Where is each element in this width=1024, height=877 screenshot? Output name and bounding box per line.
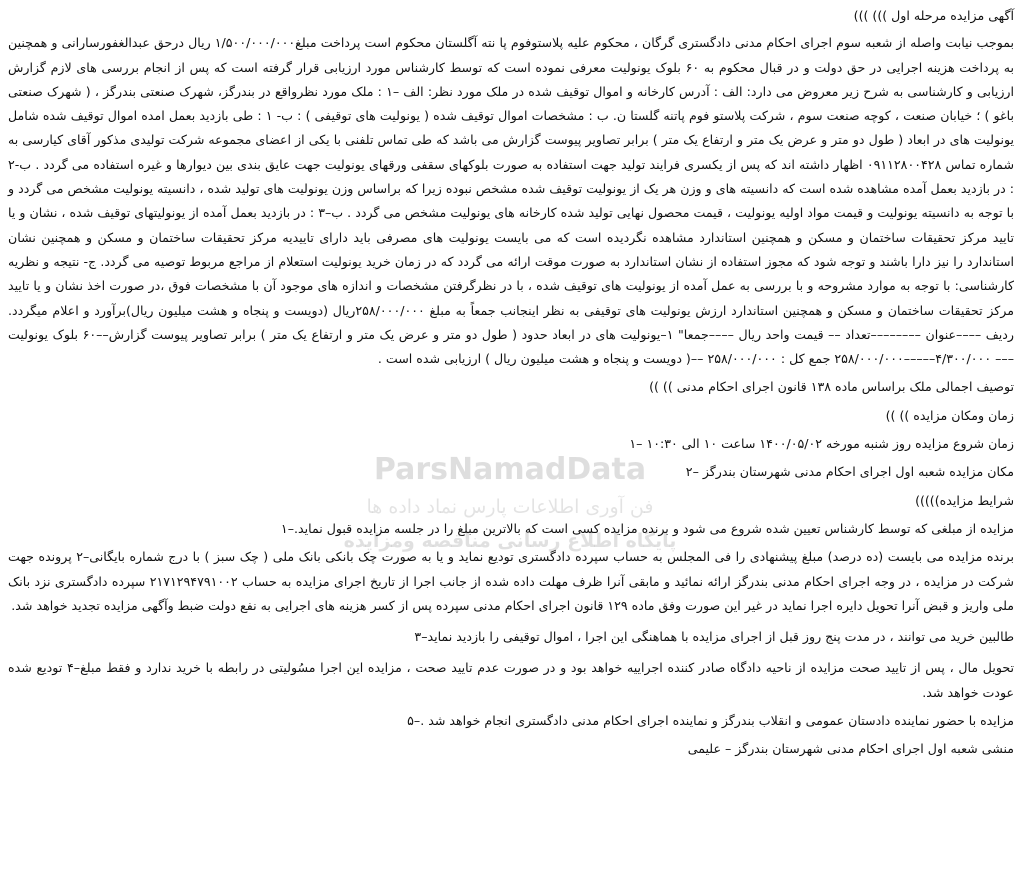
notice-body: بموجب نیابت واصله از شعبه سوم اجرای احکام مدنی دادگستری گرگان ، محکوم علیه پلاستوفوم پا نته آگلستان محکوم است پرداخت مبلغ۱/۵۰۰/۰۰۰/۰۰۰ ریال درحق عبدالغفورسارانی و همچنین به پرداخت هزینه اجرایی در حق دولت و در قبال محکوم به ۶۰ بلوک یونولیت معرفی نموده است که توسط کارشناس مورد ارزیابی قرار گرفته است که پس از انجام بررسی های لازم گزارش ارزیابی و کارشناسی به شرح زیر معروض می دارد: الف : آدرس کارخانه و اموال توقیف شده در ملک مورد نظر: الف –۱ : ملک مورد نظرواقع در بندرگز، شهرک صنعتی بندرگز ، ( شهرک صنعتی باغو ) ؛ خیابان صنعت ، کوچه صنعت سوم ، شرکت پلاستو فوم پاتنه گلستا ن. ب : مشخصات اموال توقیف شده ( یونولیت های توقیفی ) : ب- ۱ : طی بازدید بعمل امده اموال توقیف شده شامل یونولیت های در ابعاد ( طول دو متر و عرض یک متر و ارتفاع یک متر ) برابر تصاویر پیوست گزارش می باشد که طی تماس تلفنی با یکی از اعضای مجموعه شرکت تولیدی مذکور آقای کیارسی به شماره تماس ۰۹۱۱۲۸۰۰۴۲۸ اظهار داشته اند که پس از یکسری فرایند تولید جهت استفاده به صورت بلوکهای سقفی ورقهای یونولیت جهت عایق بندی بین دیوارها و غیره استفاده می گردد . ب-۲ : در بازدید بعمل آمده مشاهده شده است که دانسیته های و وزن هر یک از یونولیت توقیف شده مشخص نبوده زیرا که براساس وزن یونولیت های تولید شده ، دانسیته یونولیت مشخص می گردد و با توجه به دانسیته یونولیت و قیمت مواد اولیه یونولیت ، قیمت محصول نهایی تولید شده کارخانه های یونولیت مشخص می گردد . ب–۳ : در بازدید بعمل آمده از یونولیتهای توقیف شده ، نشان و یا تایید مرکز تحقیقات ساختمان و مسکن و همچنین استاندارد مشاهده نگردیده است که می بایست یونولیت های مصرفی باید دارای تاییدیه مرکز تحقیقات ساختمان و مسکن و همچنین نشان استاندارد را نیز دارا باشند و توجه شود که مجوز استفاده از نشان استاندارد به صورت موقت ارائه می گردد که در زمان خرید یونولیت استعلام از مراجع مربوط توصیه می گردد. ج- نتیجه و نظریه کارشناسی: با توجه به موارد مشروحه و با بررسی به عمل آمده از یونولیت های توقیف شده ، با در نظرگرفتن مشخصات و اندازه های موجود آن با مشخصات فوق ،در صورت اخذ نشان و یا تایید مرکز تحقیقات ساختمان و مسکن و همچنین استاندارد ارزش یونولیت های توقیفی به نظر اینجانب جمعاً به مبلغ ۲۵۸/۰۰۰/۰۰۰ریال (دویست و پنجاه و هشت میلیون ریال)برآورد و اعلام میگردد. ردیف ––––عنوان ––––––––تعداد –– قیمت واحد ریال ––––جمعا" ۱–یونولیت های در ابعاد حدود ( طول دو متر و عرض یک متر و ارتفاع یک متر ) برابر تصاویر پیوست گزارش––۶۰ بلوک یونولیت ––– ۴/۳۰۰/۰۰۰–––––۲۵۸/۰۰۰/۰۰۰ جمع کل : ۲۵۸/۰۰۰/۰۰۰ ––( دویست و پنجاه و هشت میلیون ریال ) ارزیابی شده است . xyxy=(8,35,1015,367)
property-description-heading: توصیف اجمالی ملک براساس ماده ۱۳۸ قانون اجرای احکام مدنی )) )) xyxy=(649,379,1014,395)
condition-3: طالبین خرید می توانند ، در مدت پنج روز قبل از اجرای مزایده با هماهنگی این اجرا ، اموال توقیفی را بازدید نماید–۳ xyxy=(414,629,1014,645)
condition-1: مزایده از مبلغی که توسط کارشناس تعیین شده شروع می شود و برنده مزایده کسی است که بالاترین مبلغ را در جلسه مزایده قبول نماید.–۱ xyxy=(280,520,1014,536)
conditions-heading: شرایط مزایده))))) xyxy=(915,492,1014,508)
time-place-heading: زمان ومکان مزایده )) )) xyxy=(885,407,1014,423)
auction-location: مکان مزایده شعبه اول اجرای احکام مدنی شهرستان بندرگز –۲ xyxy=(685,464,1014,480)
watermark-logo-text: ParsNamadData xyxy=(373,452,647,487)
clerk-signature-line: منشی شعبه اول اجرای احکام مدنی شهرستان بندرگز – علیمی xyxy=(687,741,1014,757)
auction-start-time: زمان شروع مزایده روز شنبه مورخه ۱۴۰۰/۰۵/۰۲ ساعت ۱۰ الی ۱۰:۳۰ –۱ xyxy=(629,436,1014,452)
watermark-subtitle: فن آوری اطلاعات پارس نماد داده ها xyxy=(366,496,654,518)
notice-title: آگهی مزایده مرحله اول ))) ))) xyxy=(853,8,1014,23)
condition-2: برنده مزایده می بایست (ده درصد) مبلغ پیشنهادی را فی المجلس به حساب سپرده دادگستری تودیع نماید و یا به صورت چک بانکی بانک ملی ( چک سبز ) با درج شماره بایگانی–۲ پرونده جهت شرکت در مزایده ، در وجه اجرای احکام مدنی بندرگز ارائه نمائید و مابقی آنرا ظرف مهلت داده شده از جانب اجرا از تاریخ اجرای مزایده به حساب ۲۱۷۱۲۹۴۷۹۱۰۰۲ سپرده دادگستری نزد بانک ملی واریز و قبض آنرا تحویل دایره اجرا نماید در غیر این صورت وفق ماده ۱۲۹ قانون اجرای احکام مدنی سپرده پس از کسر هزینه های اجرایی به نفع دولت ضبط وآگهی مزایده تجدید خواهد شد. xyxy=(8,549,1014,613)
watermark-tagline: پایگاه اطلاع رسانی مناقصه ومزایده xyxy=(343,530,677,552)
condition-5: مزایده با حضور نماینده دادستان عمومی و انقلاب بندرگز و نماینده اجرای احکام مدنی دادگستری انجام خواهد شد .–۵ xyxy=(407,713,1014,729)
condition-4: تحویل مال ، پس از تایید صحت مزایده از ناحیه دادگاه صادر کننده اجراییه خواهد بود و در صورت عدم تایید صحت ، مزایده این اجرا مسُولیتی در رابطه با خرید ندارد و فقط مبلغ–۴ تودیع شده عودت خواهد شد. xyxy=(8,660,1014,700)
